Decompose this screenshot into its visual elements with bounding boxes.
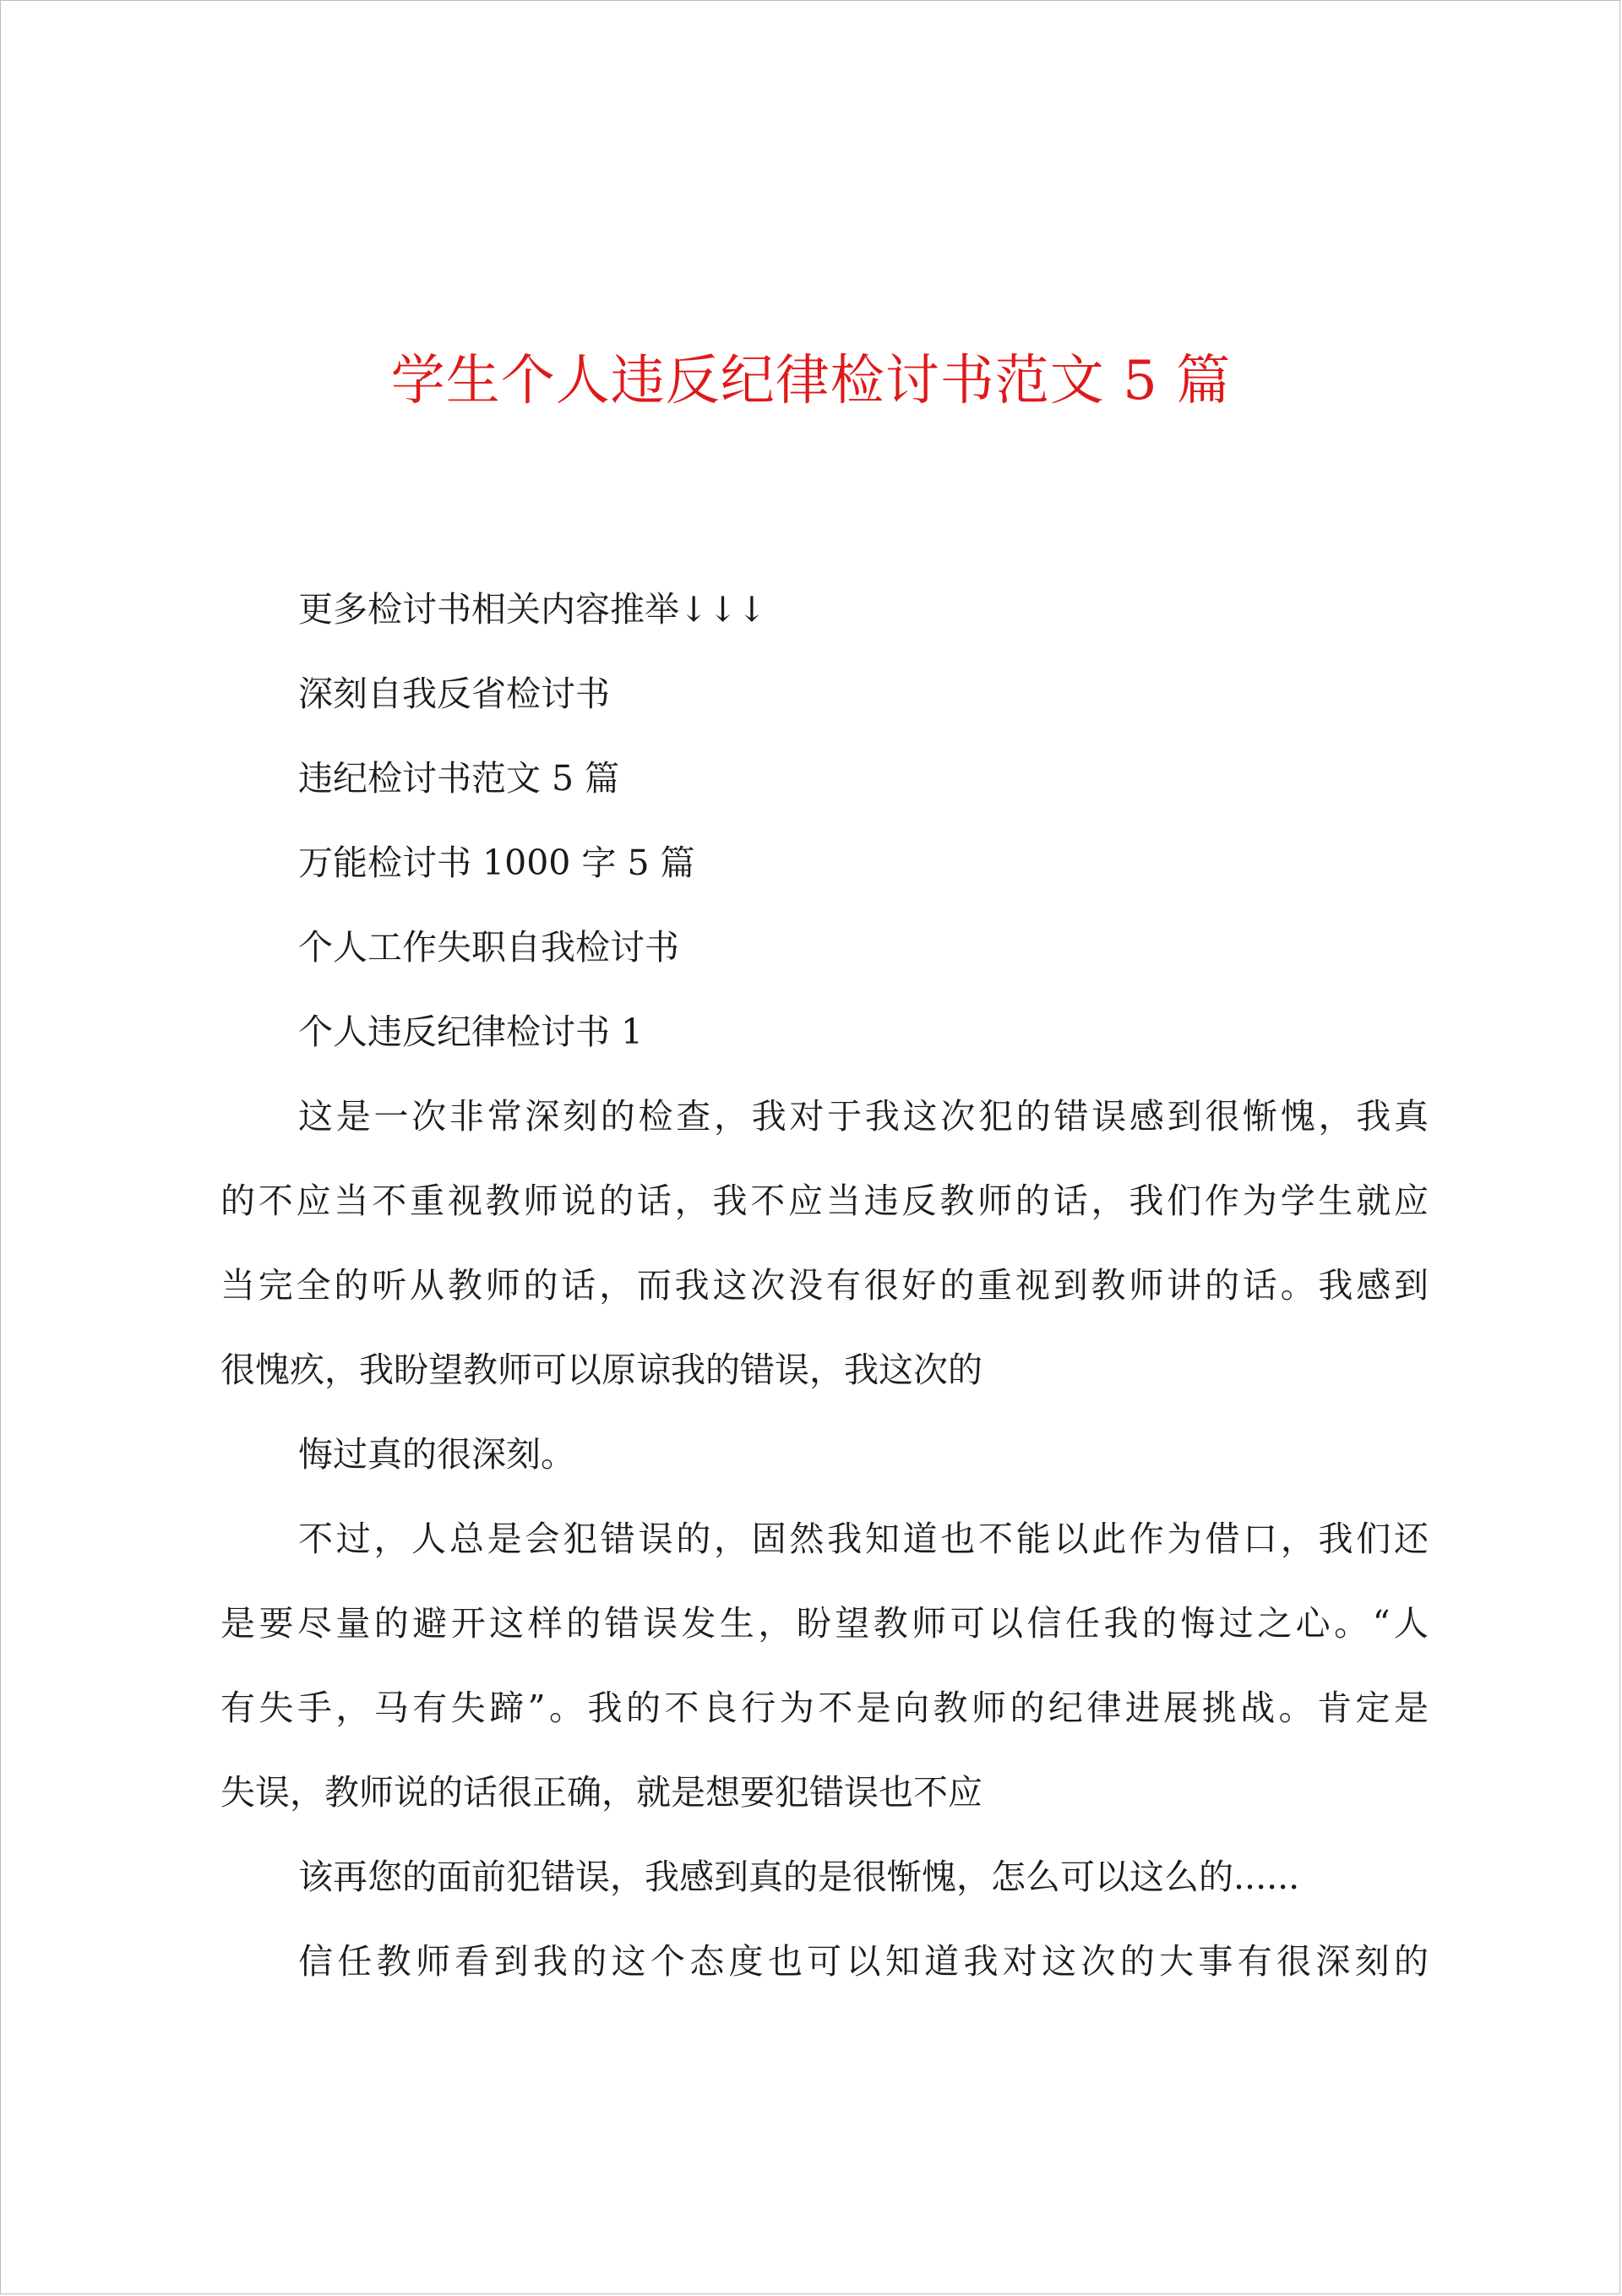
paragraph-line: 悔过真的很深刻。 (298, 1434, 575, 1475)
recommend-heading: 更多检讨书相关内容推举↓↓↓ (298, 589, 767, 630)
section-heading: 个人违反纪律检讨书 1 (298, 1012, 644, 1052)
paragraph-line: 该再您的面前犯错误，我感到真的是很惭愧，怎么可以这么的...... (298, 1857, 1300, 1897)
recommend-link-4[interactable]: 个人工作失职自我检讨书 (298, 927, 679, 968)
document-body (220, 567, 1429, 2004)
recommend-link-1[interactable]: 深刻自我反省检讨书 (298, 674, 610, 714)
paragraph-line: 这是一次非常深刻的检查，我对于我这次犯的错误感到很惭愧，我真 (298, 1096, 1429, 1137)
paragraph-line: 是要尽量的避开这样的错误发生，盼望教师可以信任我的悔过之心。“人 (220, 1603, 1429, 1644)
recommend-link-3[interactable]: 万能检讨书 1000 字 5 篇 (298, 843, 695, 883)
paragraph-line: 有失手，马有失蹄”。我的不良行为不是向教师的纪律进展挑战。肯定是 (220, 1688, 1429, 1728)
paragraph-line: 的不应当不重视教师说的话，我不应当违反教师的话，我们作为学生就应 (220, 1181, 1429, 1221)
recommend-link-2[interactable]: 违纪检讨书范文 5 篇 (298, 758, 620, 799)
document-title: 学生个人违反纪律检讨书范文 5 篇 (390, 350, 1232, 412)
paragraph-line: 不过，人总是会犯错误的，固然我知道也不能以此作为借口，我们还 (298, 1519, 1429, 1559)
paragraph-line: 失误，教师说的话很正确，就是想要犯错误也不应 (220, 1772, 982, 1813)
paragraph-line: 当完全的听从教师的话，而我这次没有很好的重视到教师讲的话。我感到 (220, 1265, 1429, 1306)
paragraph-line: 很愧疚，我盼望教师可以原谅我的错误，我这次的 (220, 1350, 982, 1390)
paragraph-line: 信任教师看到我的这个态度也可以知道我对这次的大事有很深刻的 (298, 1941, 1429, 1982)
